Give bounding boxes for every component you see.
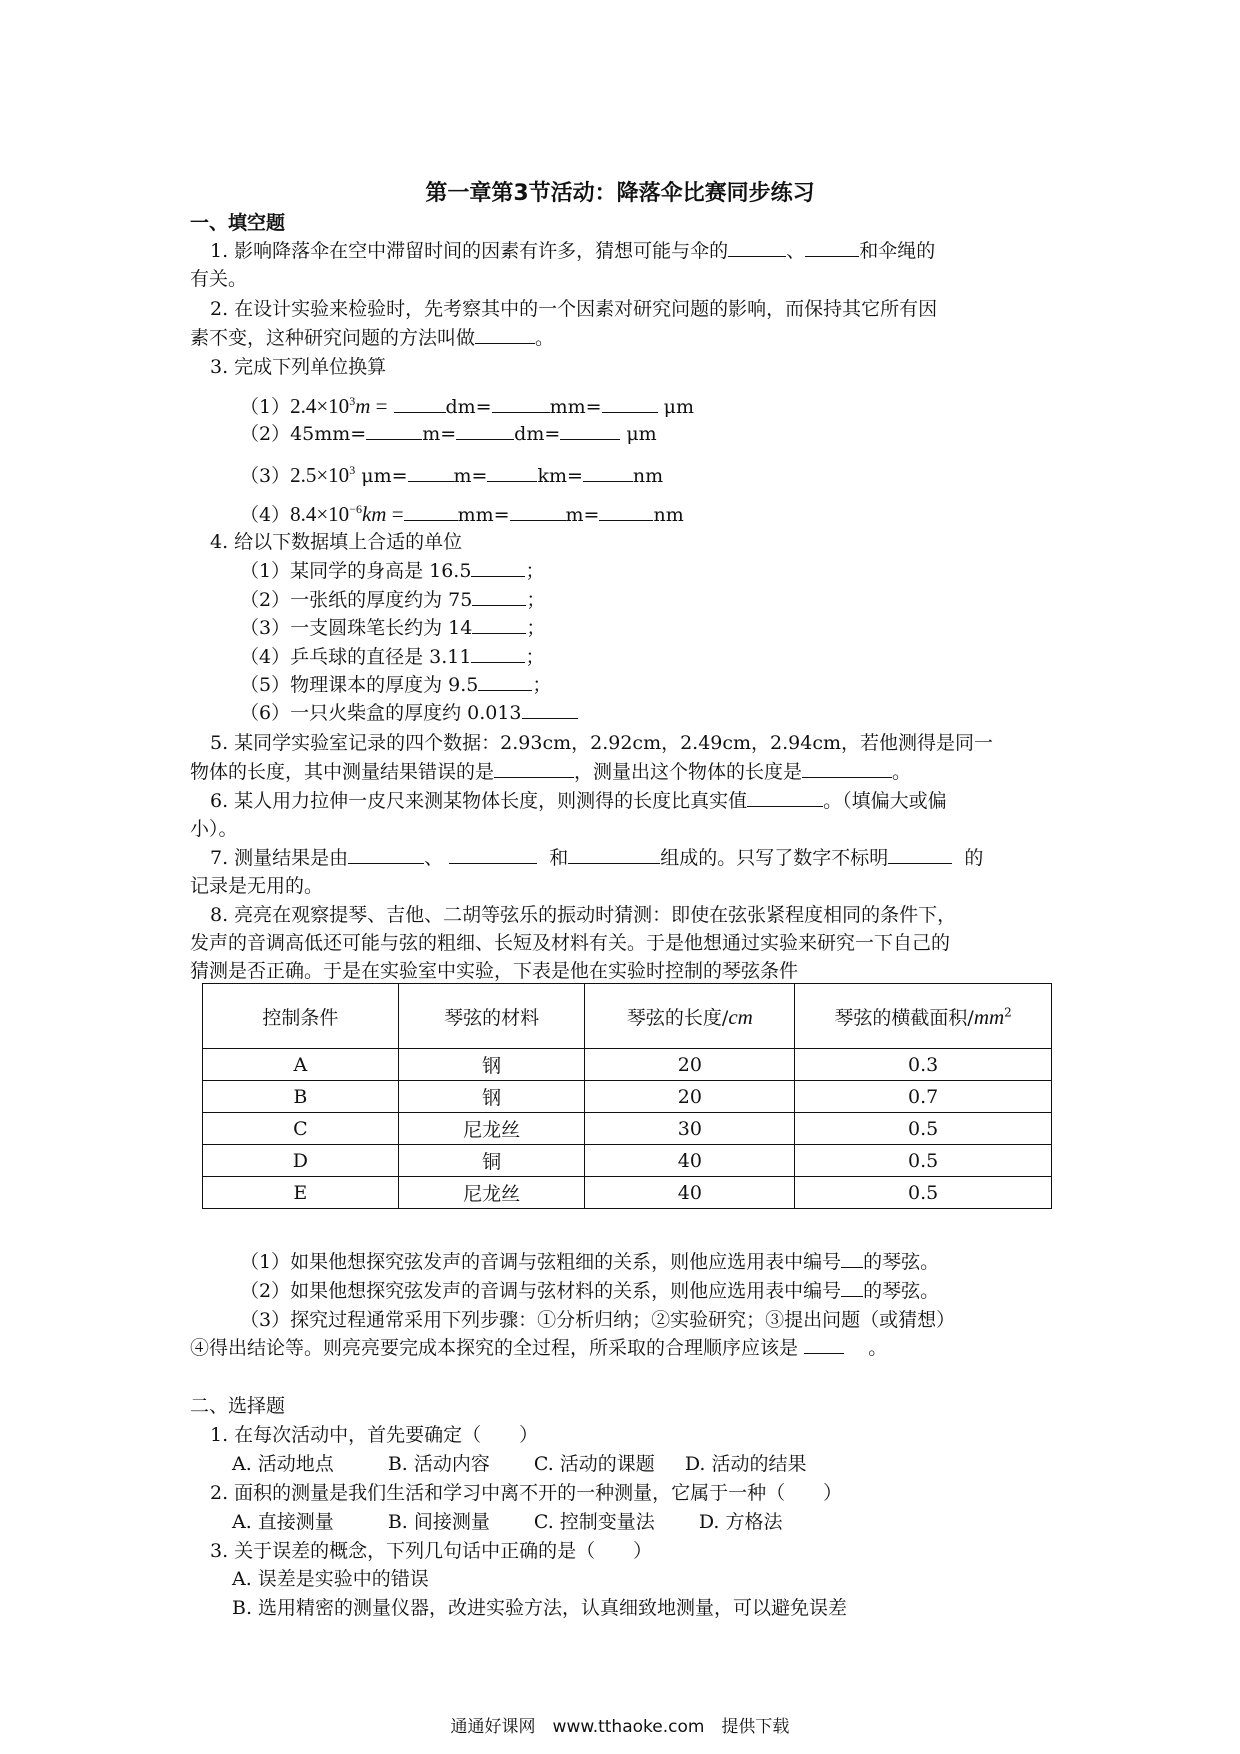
unit-label: μm <box>626 423 657 445</box>
option-a[interactable]: A. 活动地点 <box>232 1453 334 1475</box>
choice-question-1: 1. 在每次活动中，首先要确定（ ） <box>210 1424 539 1446</box>
question-8-sub-3-line-2 <box>190 1335 887 1361</box>
answer-blank[interactable] <box>456 421 514 440</box>
option-d[interactable]: D. 活动的结果 <box>684 1453 807 1475</box>
header-unit: cm <box>728 1004 753 1029</box>
math-number: 8.4×10 <box>290 502 350 526</box>
answer-blank[interactable] <box>841 1249 863 1268</box>
answer-blank[interactable] <box>747 788 823 807</box>
sub-text-2: 的琴弦。 <box>863 1280 940 1302</box>
table-cell: E <box>203 1177 399 1209</box>
unit-label: mm= <box>457 504 510 526</box>
option-c[interactable]: C. 控制变量法 <box>533 1511 655 1533</box>
answer-blank[interactable] <box>560 421 620 440</box>
item-number: （1） <box>240 396 291 418</box>
sub-text: ④得出结论等。则亮亮要完成本探究的全过程，所采取的合理顺序应该是 <box>190 1337 799 1359</box>
question-7-line-1 <box>210 845 983 871</box>
answer-blank[interactable] <box>471 558 525 577</box>
choice-question-3-option-b[interactable]: B. 选用精密的测量仪器，改进实验方法，认真细致地测量，可以避免误差 <box>232 1597 848 1619</box>
sub-text: （2）如果他想探究弦发声的音调与弦材料的关系，则他应选用表中编号 <box>240 1280 842 1302</box>
choice-question-1-options <box>232 1451 806 1477</box>
question-8-line-1: 8. 亮亮在观察提琴、吉他、二胡等弦乐的振动时猜测：即使在弦张紧程度相同的条件下， <box>210 904 957 926</box>
option-d[interactable]: D. 方格法 <box>698 1511 783 1533</box>
question-3-item-1 <box>240 388 694 420</box>
item-end: ； <box>526 589 546 611</box>
unit-label: nm <box>653 504 684 526</box>
unit-label: m= <box>422 423 457 445</box>
item-number: （3） <box>240 465 291 487</box>
q5-period: 。 <box>892 761 912 783</box>
question-8-line-2: 发声的音调高低还可能与弦的粗细、长短及材料有关。于是他想通过实验来研究一下自己的 <box>190 932 951 954</box>
question-5-line-1: 5. 某同学实验室记录的四个数据：2.93cm，2.92cm，2.49cm，2.94cm，若他测得是同一 <box>210 732 994 754</box>
question-2-line-2 <box>190 325 554 351</box>
table-header-row <box>203 984 1052 1049</box>
item-number: （2）45mm= <box>240 423 367 445</box>
answer-blank[interactable] <box>728 238 786 257</box>
option-b[interactable]: B. 间接测量 <box>387 1511 490 1533</box>
question-4-item <box>240 558 544 584</box>
question-8-sub-2 <box>240 1278 939 1304</box>
question-6-line-1 <box>210 788 947 814</box>
math-exponent: −6 <box>349 502 362 516</box>
section-heading-fill-blank: 一、填空题 <box>190 212 286 234</box>
table-cell: 0.3 <box>795 1049 1052 1081</box>
item-end: ； <box>525 646 545 668</box>
item-text: （4）乒乓球的直径是 3.11 <box>240 646 472 668</box>
sub-text-2: 的琴弦。 <box>863 1251 940 1273</box>
answer-blank[interactable] <box>487 463 537 482</box>
question-3-item-2 <box>240 421 657 447</box>
answer-blank[interactable] <box>475 325 535 344</box>
table-cell: 20 <box>585 1081 795 1113</box>
table-cell: 铜 <box>398 1145 585 1177</box>
q6-hint: 。（填偏大或偏 <box>823 790 947 812</box>
table-cell: 0.5 <box>795 1177 1052 1209</box>
table-cell: 0.5 <box>795 1145 1052 1177</box>
math-unit: km <box>361 502 387 526</box>
answer-blank[interactable] <box>841 1278 863 1297</box>
table-cell: 0.7 <box>795 1081 1052 1113</box>
item-text: （6）一只火柴盒的厚度约 0.013 <box>240 702 522 724</box>
answer-blank[interactable] <box>472 587 526 606</box>
q2-text: 素不变，这种研究问题的方法叫做 <box>190 327 476 349</box>
item-text: （2）一张纸的厚度约为 75 <box>240 589 473 611</box>
math-equals: = <box>370 394 388 418</box>
answer-blank[interactable] <box>802 759 892 778</box>
table-row <box>203 1081 1052 1113</box>
math-unit: m <box>355 394 371 418</box>
answer-blank[interactable] <box>449 845 537 864</box>
question-8-sub-1 <box>240 1249 939 1275</box>
answer-blank[interactable] <box>492 394 550 413</box>
math-number: 2.5×10 <box>290 463 350 487</box>
table-cell: 40 <box>585 1145 795 1177</box>
question-4-item <box>240 615 545 641</box>
q2-period: 。 <box>535 327 555 349</box>
math-equals: = <box>386 502 404 526</box>
math-exponent: 3 <box>349 463 356 477</box>
table-cell: 40 <box>585 1177 795 1209</box>
question-8-line-3: 猜测是否正确。于是在实验室中实验，下表是他在实验时控制的琴弦条件 <box>190 960 799 982</box>
answer-blank[interactable] <box>471 644 525 663</box>
option-c[interactable]: C. 活动的课题 <box>533 1453 655 1475</box>
string-conditions-table <box>202 983 1052 1209</box>
header-text: 琴弦的横截面积/ <box>834 1006 974 1029</box>
math-expression <box>290 502 403 526</box>
item-text: （3）一支圆珠笔长约为 14 <box>240 617 473 639</box>
header-text: 琴弦的长度/ <box>626 1006 729 1029</box>
q5-text-2: ，测量出这个物体的长度是 <box>574 761 803 783</box>
unit-label: m= <box>453 465 488 487</box>
answer-blank[interactable] <box>805 238 859 257</box>
page-title: 第一章第3节活动：降落伞比赛同步练习 <box>425 181 815 206</box>
question-7-line-2: 记录是无用的。 <box>190 875 324 897</box>
choice-question-2-options <box>232 1509 782 1535</box>
answer-blank[interactable] <box>510 502 566 521</box>
table-cell: 0.5 <box>795 1113 1052 1145</box>
math-number: 2.4×10 <box>290 394 350 418</box>
unit-label: dm= <box>514 423 561 445</box>
table-cell: 20 <box>585 1049 795 1081</box>
table-cell: A <box>203 1049 399 1081</box>
answer-blank[interactable] <box>494 759 574 778</box>
item-end: ； <box>532 674 552 696</box>
question-8-sub-3-line-1: （3）探究过程通常采用下列步骤：①分析归纳；②实验研究；③提出问题（或猜想） <box>240 1309 956 1331</box>
question-4-title: 4. 给以下数据填上合适的单位 <box>210 531 463 553</box>
question-3-title: 3. 完成下列单位换算 <box>210 356 387 378</box>
table-row <box>203 1049 1052 1081</box>
table-row <box>203 1113 1052 1145</box>
header-unit-exponent: 2 <box>1004 1005 1012 1020</box>
table-row <box>203 1177 1052 1209</box>
table-cell: 钢 <box>398 1049 585 1081</box>
section-heading-choice: 二、选择题 <box>190 1395 286 1417</box>
answer-blank[interactable] <box>366 421 422 440</box>
q1-separator: 、 <box>786 240 806 262</box>
answer-blank[interactable] <box>404 502 458 521</box>
table-cell: 尼龙丝 <box>398 1113 585 1145</box>
table-cell: 钢 <box>398 1081 585 1113</box>
q7-text-2: 组成的。只写了数字不标明 <box>660 847 889 869</box>
item-end: ； <box>525 560 545 582</box>
item-number: （4） <box>240 504 291 526</box>
unit-label: μm <box>663 396 694 418</box>
q7-separator: 、 <box>424 847 444 869</box>
header-unit: mm <box>973 1004 1005 1029</box>
answer-blank[interactable] <box>602 394 658 413</box>
math-exponent: 3 <box>349 394 356 408</box>
answer-blank[interactable] <box>394 394 446 413</box>
math-expression <box>290 394 387 418</box>
option-a[interactable]: A. 直接测量 <box>232 1511 334 1533</box>
answer-blank[interactable] <box>472 615 526 634</box>
q1-text: 1. 影响降落伞在空中滞留时间的因素有许多，猜想可能与伞的 <box>210 240 729 262</box>
question-4-item <box>240 700 578 726</box>
question-2-line-1: 2. 在设计实验来检验时，先考察其中的一个因素对研究问题的影响，而保持其它所有因 <box>210 298 938 320</box>
question-5-line-2 <box>190 759 911 785</box>
table-cell: 尼龙丝 <box>398 1177 585 1209</box>
question-4-item <box>240 587 545 613</box>
unit-label: dm= <box>445 396 492 418</box>
answer-blank[interactable] <box>599 502 653 521</box>
answer-blank[interactable] <box>408 463 454 482</box>
sub-text: （1）如果他想探究弦发声的音调与弦粗细的关系，则他应选用表中编号 <box>240 1251 842 1273</box>
question-6-line-2: 小）。 <box>190 818 238 840</box>
unit-label: nm <box>632 465 664 487</box>
question-3-item-4 <box>240 496 684 528</box>
question-4-item <box>240 644 544 670</box>
answer-blank[interactable] <box>583 463 633 482</box>
q6-text: 6. 某人用力拉伸一皮尺来测某物体长度，则测得的长度比真实值 <box>210 790 748 812</box>
sub-period: 。 <box>868 1337 888 1359</box>
answer-blank[interactable] <box>478 672 532 691</box>
answer-blank[interactable] <box>348 845 424 864</box>
answer-blank[interactable] <box>522 700 578 719</box>
choice-question-3: 3. 关于误差的概念，下列几句话中正确的是（ ） <box>210 1540 653 1562</box>
option-b[interactable]: B. 活动内容 <box>387 1453 490 1475</box>
unit-label: m= <box>565 504 600 526</box>
answer-blank[interactable] <box>568 845 660 864</box>
answer-blank[interactable] <box>804 1335 844 1354</box>
q7-text: 7. 测量结果是由 <box>210 847 349 869</box>
q7-text-3: 的 <box>964 847 984 869</box>
item-text: （1）某同学的身高是 16.5 <box>240 560 472 582</box>
answer-blank[interactable] <box>888 845 952 864</box>
page-footer: 通通好课网 www.tthaoke.com 提供下载 <box>450 1717 790 1737</box>
item-end: ； <box>526 617 546 639</box>
unit-label: mm= <box>549 396 602 418</box>
table-header-cell: 琴弦的材料 <box>398 984 585 1049</box>
question-4-item <box>240 672 551 698</box>
table-cell: C <box>203 1113 399 1145</box>
item-text: （5）物理课本的厚度为 9.5 <box>240 674 479 696</box>
unit-label: μm= <box>361 465 408 487</box>
math-expression <box>290 463 355 487</box>
choice-question-2: 2. 面积的测量是我们生活和学习中离不开的一种测量，它属于一种（ ） <box>210 1482 843 1504</box>
q5-text: 物体的长度，其中测量结果错误的是 <box>190 761 495 783</box>
question-3-item-3 <box>240 457 663 489</box>
table-header-cell <box>795 984 1052 1049</box>
table-cell: B <box>203 1081 399 1113</box>
choice-question-3-option-a[interactable]: A. 误差是实验中的错误 <box>232 1568 429 1590</box>
unit-label: km= <box>537 465 583 487</box>
table-row <box>203 1145 1052 1177</box>
table-header-cell <box>585 984 795 1049</box>
q1-text-2: 和伞绳的 <box>859 240 936 262</box>
question-1-line-1 <box>210 238 935 264</box>
table-header-cell: 控制条件 <box>203 984 399 1049</box>
table-cell: 30 <box>585 1113 795 1145</box>
question-1-line-2: 有关。 <box>190 268 248 290</box>
table-cell: D <box>203 1145 399 1177</box>
q7-and: 和 <box>549 847 569 869</box>
